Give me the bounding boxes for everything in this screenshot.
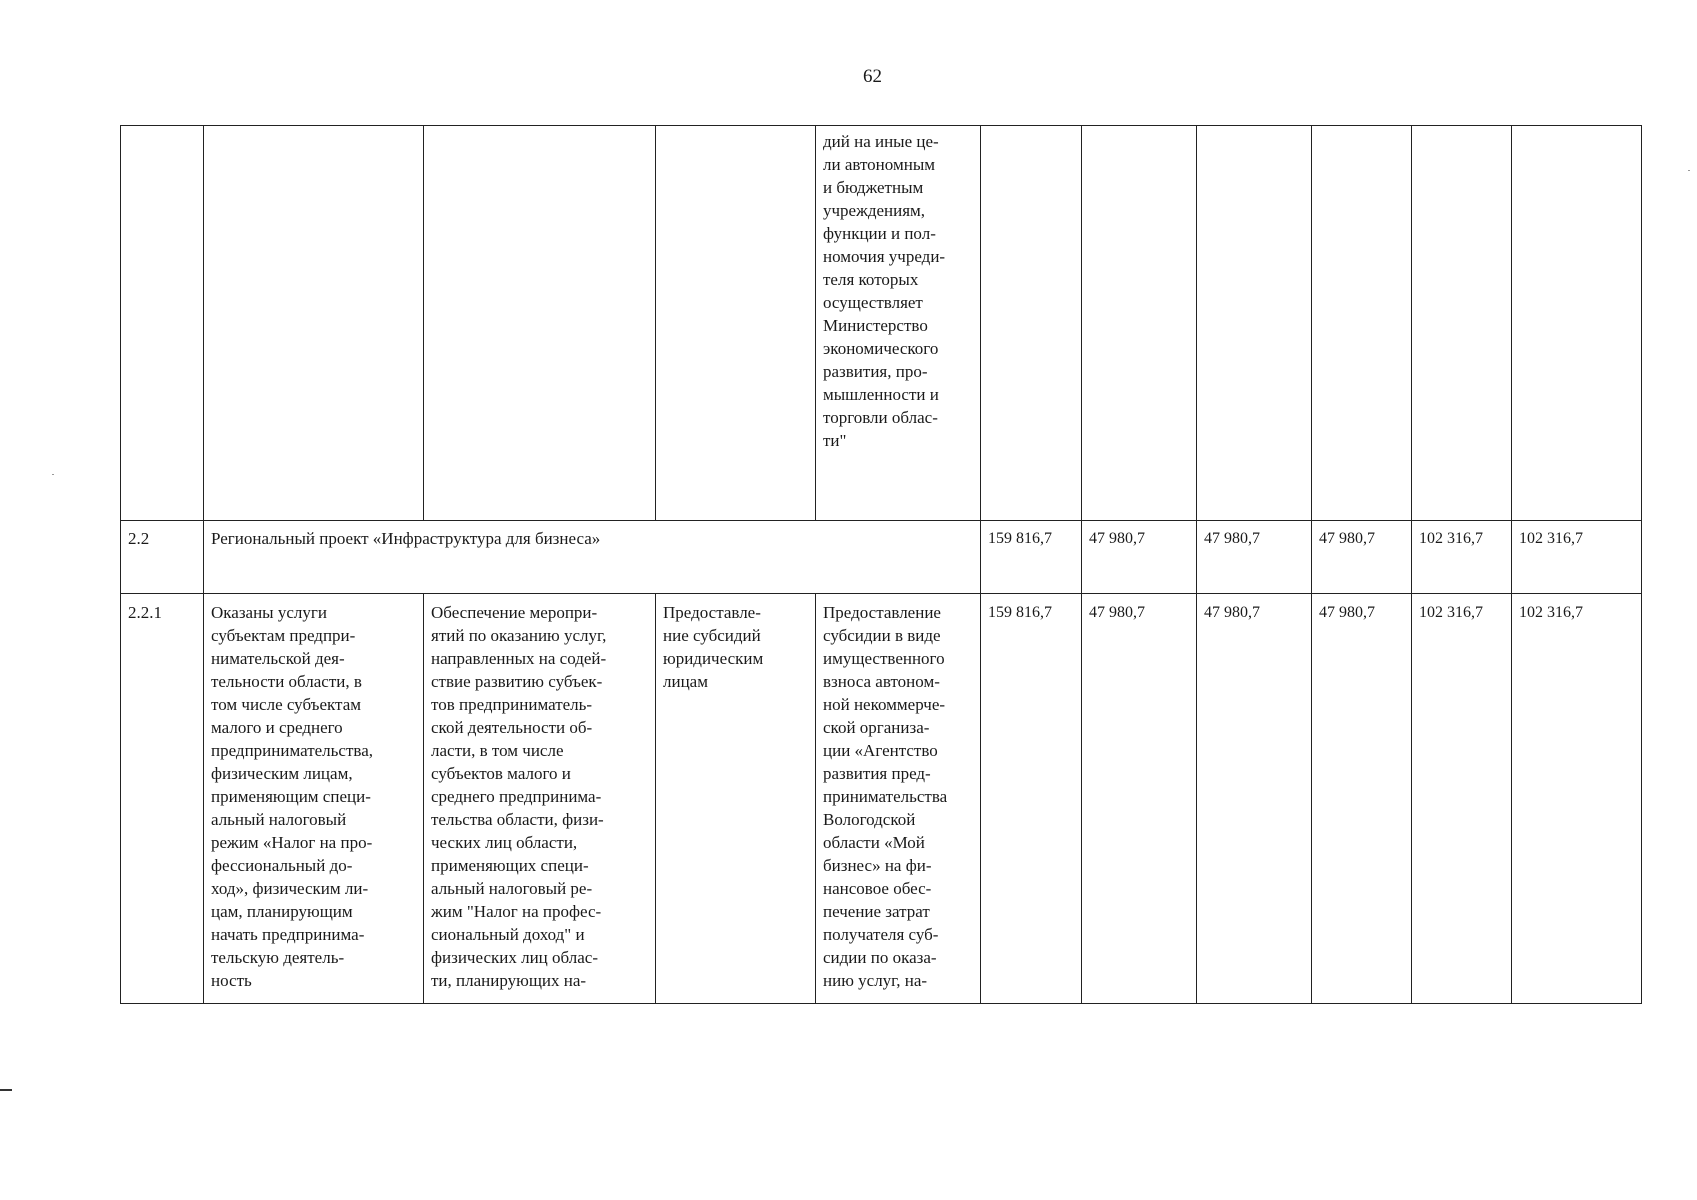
activity-cell: Обеспечение меропри- ятий по оказанию услуг, направленных на содей- ствие развитию субъек- тов предприниматель- ской деятельности об- ласти, в том числе субъектов малого и среднего предпринима- тельства области, физи- ческих лиц области, применяющих специ- альный налоговый ре- жим "Налог на профес- сиональный доход" и физических лиц облас- ти, планирующих на- (424, 594, 656, 1004)
value-cell: 47 980,7 (1082, 521, 1197, 594)
description-cell: Предоставление субсидии в виде имущественного взноса автоном- ной некоммерче- ской организа- ции «Агентство развития пред- принимательства Вологодской области «Мой бизнес» на фи- нансовое обес- печение затрат получателя суб- сидии по оказа- нию услуг, на- (816, 594, 981, 1004)
table-row-continued (121, 126, 1642, 521)
table-cell (1312, 126, 1412, 521)
budget-table (120, 125, 1642, 1004)
type-cell: Предоставле- ние субсидий юридическим лицам (656, 594, 816, 1004)
value-cell: 47 980,7 (1197, 594, 1312, 1004)
value-cell: 47 980,7 (1082, 594, 1197, 1004)
table-cell (1412, 126, 1512, 521)
section-title: Региональный проект «Инфраструктура для бизнеса» (204, 521, 981, 594)
scan-speck (52, 474, 54, 475)
value-cell: 159 816,7 (981, 521, 1082, 594)
table-cell (1082, 126, 1197, 521)
table-cell (1512, 126, 1642, 521)
value-cell: 102 316,7 (1512, 594, 1642, 1004)
table-cell (121, 126, 204, 521)
table-cell (424, 126, 656, 521)
table-cell (204, 126, 424, 521)
value-cell: 47 980,7 (1312, 521, 1412, 594)
value-cell: 102 316,7 (1512, 521, 1642, 594)
row-number: 2.2.1 (121, 594, 204, 1004)
continued-description-cell: дий на иные це- ли автономным и бюджетным учреждениям, функции и пол- номочия учреди- теля которых осуществляет Министерство экономического развития, про- мышленности и торговли облас- ти" (816, 126, 981, 521)
scan-edge-mark (0, 1089, 12, 1091)
scan-speck (1688, 170, 1690, 171)
value-cell: 102 316,7 (1412, 521, 1512, 594)
value-cell: 102 316,7 (1412, 594, 1512, 1004)
table-cell (981, 126, 1082, 521)
value-cell: 47 980,7 (1312, 594, 1412, 1004)
result-cell: Оказаны услуги субъектам предпри- нимательской дея- тельности области, в том числе субъектам малого и среднего предпринимательства, физическим лицам, применяющим специ- альный налоговый режим «Налог на про- фессиональный до- ход», физическим ли- цам, планирующим начать предпринима- тельскую деятель- ность (204, 594, 424, 1004)
value-cell: 47 980,7 (1197, 521, 1312, 594)
table-cell (1197, 126, 1312, 521)
table-row-section (121, 521, 1642, 594)
table-cell (656, 126, 816, 521)
table-row-item (121, 594, 1642, 1004)
page-number: 62 (863, 66, 882, 87)
row-number: 2.2 (121, 521, 204, 594)
value-cell: 159 816,7 (981, 594, 1082, 1004)
